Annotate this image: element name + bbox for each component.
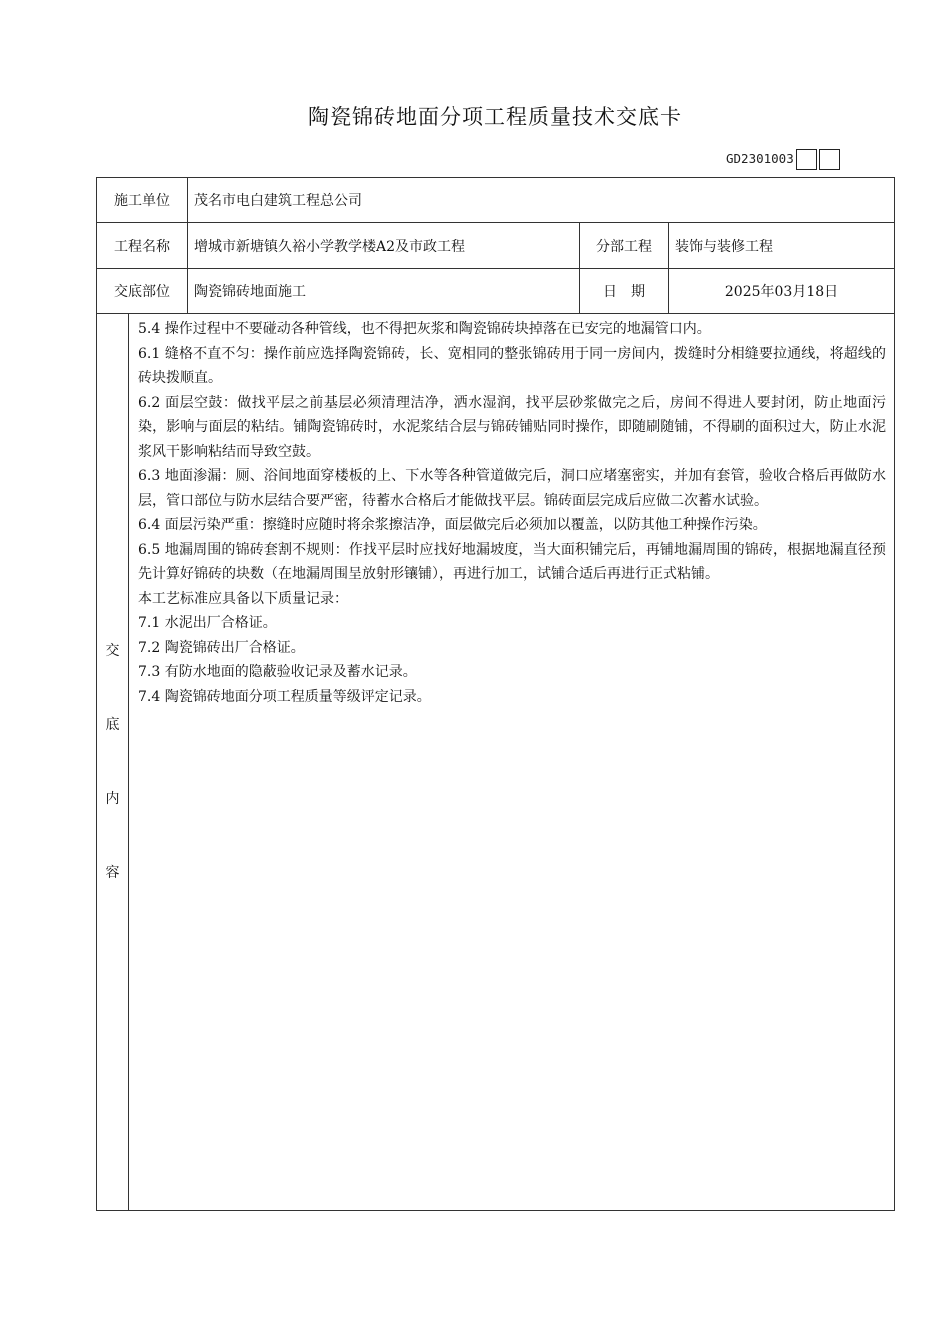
content-line: 6.5 地漏周围的锦砖套割不规则：作找平层时应找好地漏坡度，当大面积铺完后，再铺地漏周围的锦砖，根据地漏直径预先计算好锦砖的块数（在地漏周围呈放射形镶铺），再进行加工，试铺合适后再进行正式粘铺。 bbox=[138, 541, 887, 582]
disclosure-table bbox=[96, 177, 895, 1211]
division-value: 装饰与装修工程 bbox=[669, 223, 895, 269]
project-value: 增城市新塘镇久裕小学教学楼A2及市政工程 bbox=[188, 223, 580, 269]
content-line: 本工艺标准应具备以下质量记录： bbox=[138, 590, 348, 607]
content-line: 5.4 操作过程中不要碰动各种管线，也不得把灰浆和陶瓷锦砖块掉落在已安完的地漏管口内。 bbox=[138, 321, 711, 337]
content-line: 7.1 水泥出厂合格证。 bbox=[138, 615, 277, 631]
side-label-char-3: 内 bbox=[105, 791, 120, 807]
document-code: GD2301003 bbox=[726, 151, 794, 166]
row-location bbox=[97, 269, 895, 314]
content-line: 7.3 有防水地面的隐蔽验收记录及蓄水记录。 bbox=[138, 664, 417, 680]
date-label: 日 期 bbox=[580, 269, 669, 314]
code-box-2[interactable] bbox=[819, 149, 840, 170]
division-label: 分部工程 bbox=[580, 223, 669, 269]
side-label-char-1: 交 bbox=[105, 643, 120, 659]
content-line: 6.3 地面渗漏：厕、浴间地面穿楼板的上、下水等各种管道做完后，洞口应堵塞密实，并加有套管，验收合格后再做防水层，管口部位与防水层结合要严密，待蓄水合格后才能做找平层。锦砖面层完成后应做二次蓄水试验。 bbox=[138, 468, 887, 509]
content-line: 6.4 面层污染严重：擦缝时应随时将余浆擦洁净，面层做完后必须加以覆盖，以防其他工种操作污染。 bbox=[138, 517, 767, 533]
page-title: 陶瓷锦砖地面分项工程质量技术交底卡 bbox=[308, 105, 682, 129]
content-line: 6.2 面层空鼓：做找平层之前基层必须清理洁净，洒水湿润，找平层砂浆做完之后，房间不得进人要封闭，防止地面污染，影响与面层的粘结。铺陶瓷锦砖时，水泥浆结合层与锦砖铺贴同时操作，即随刷随铺，不得刷的面积过大，防止水泥浆风干影响粘结而导致空鼓。 bbox=[138, 394, 887, 460]
side-label-char-2: 底 bbox=[105, 717, 120, 733]
content-line: 6.1 缝格不直不匀：操作前应选择陶瓷锦砖，长、宽相同的整张锦砖用于同一房间内，拨缝时分相缝要拉通线，将超线的砖块拨顺直。 bbox=[138, 345, 887, 386]
row-construction-unit bbox=[97, 178, 895, 223]
row-project bbox=[97, 223, 895, 269]
document-code-area bbox=[726, 148, 840, 170]
side-label-char-4: 容 bbox=[105, 865, 120, 881]
content-side-label bbox=[97, 314, 129, 1211]
date-value: 2025年03月18日 bbox=[669, 269, 895, 314]
content-body bbox=[129, 314, 895, 1211]
content-line: 7.4 陶瓷锦砖地面分项工程质量等级评定记录。 bbox=[138, 688, 431, 705]
unit-label: 施工单位 bbox=[97, 178, 188, 223]
project-label: 工程名称 bbox=[97, 223, 188, 269]
location-value: 陶瓷锦砖地面施工 bbox=[188, 269, 580, 314]
unit-value: 茂名市电白建筑工程总公司 bbox=[188, 178, 895, 223]
content-line: 7.2 陶瓷锦砖出厂合格证。 bbox=[138, 639, 305, 656]
row-content bbox=[97, 314, 895, 1211]
location-label: 交底部位 bbox=[97, 269, 188, 314]
code-box-1[interactable] bbox=[796, 149, 817, 170]
